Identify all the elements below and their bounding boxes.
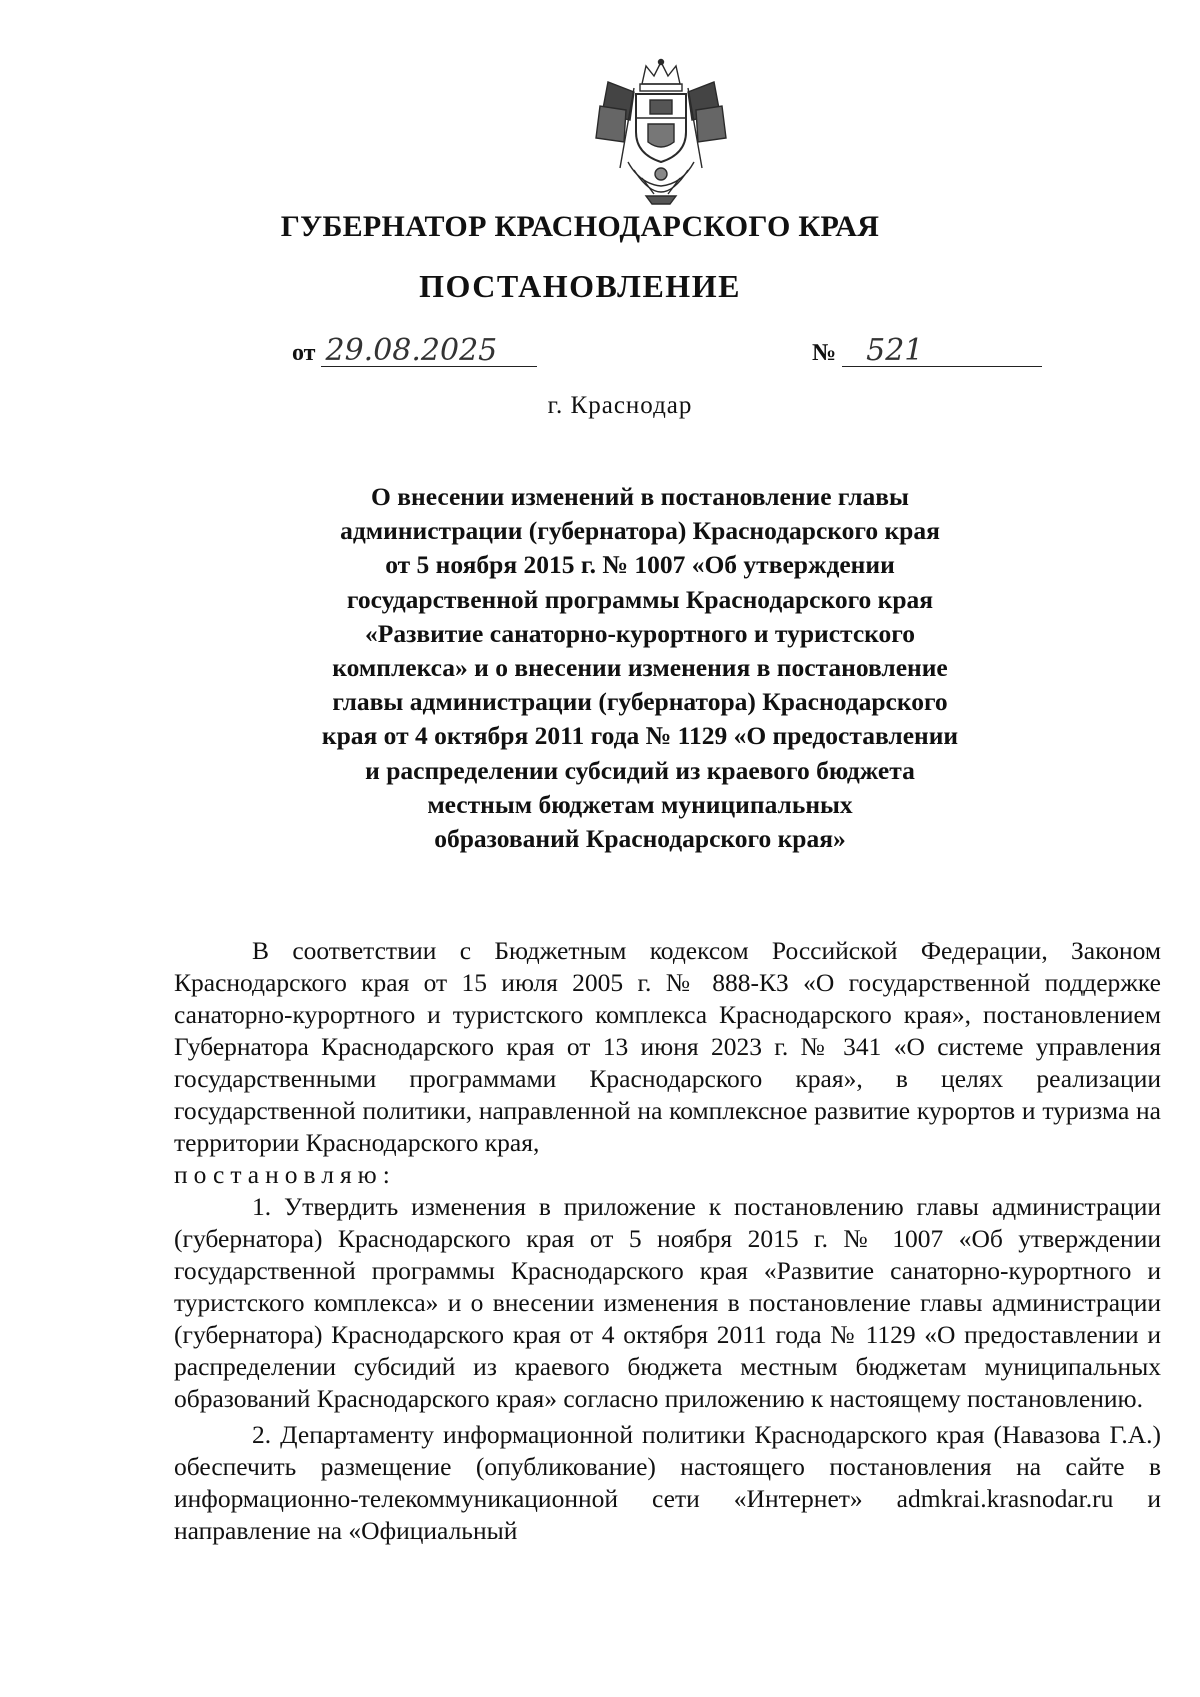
title-line: комплекса» и о внесении изменения в постановление <box>332 653 948 683</box>
date-value: 29.08.2025 <box>321 336 537 367</box>
title-line: местным бюджетам муниципальных <box>427 789 853 819</box>
city: г. Краснодар <box>547 392 693 419</box>
title-line: и распределении субсидий из краевого бюджета <box>365 755 915 785</box>
title-line: «Развитие санаторно-курортного и туристского <box>365 618 915 648</box>
preamble-paragraph: В соответствии с Бюджетным кодексом Российской Федерации, Законом Краснодарского края от 15 июля 2005 г. № 888-КЗ «О государственной поддержке санаторно-курортного и туристского комплекса Краснодарского края», постановлением Губернатора Краснодарского края от 13 июня 2023 г. № 341 «О системе управления государственными программами Краснодарского края», в целях реализации государственной политики, направленной на комплексное развитие курортов и туризма на территории Краснодарского края, <box>174 936 1161 1157</box>
number-prefix: № <box>812 340 837 366</box>
title-line: главы администрации (губернатора) Краснодарского <box>332 687 948 717</box>
number-value: 521 <box>842 336 1042 367</box>
document-type: ПОСТАНОВЛЕНИЕ <box>419 268 741 304</box>
document-body <box>174 935 1161 1547</box>
coat-of-arms-icon <box>590 58 732 206</box>
title-line: образований Краснодарского края» <box>434 824 846 854</box>
document-number <box>812 333 1042 368</box>
item-2-paragraph: 2. Департаменту информационной политики Краснодарского края (Навазова Г.А.) обеспечить размещение (опубликование) настоящего постановления на сайте в информационно-телекоммуникационной сети «Интернет» admkrai.krasnodar.ru и направление на «Официальный <box>174 1420 1161 1545</box>
issuing-authority: ГУБЕРНАТОР КРАСНОДАРСКОГО КРАЯ <box>280 210 880 243</box>
title-line: О внесении изменений в постановление главы <box>371 482 909 511</box>
title-line: от 5 ноября 2015 г. № 1007 «Об утверждении <box>385 550 895 580</box>
title-line: администрации (губернатора) Краснодарского края <box>340 516 940 546</box>
resolve-word: постановляю: <box>174 1160 396 1189</box>
document-title <box>280 480 1000 856</box>
title-line: государственной программы Краснодарского края <box>346 584 934 614</box>
date-prefix: от <box>292 340 316 366</box>
item-1-paragraph: 1. Утвердить изменения в приложение к постановлению главы администрации (губернатора) Краснодарского края от 5 ноября 2015 г. № 1007 «Об утверждении государственной программы Краснодарского края «Развитие санаторно-курортного и туристского комплекса» и о внесении изменения в постановление главы администрации (губернатора) Краснодарского края от 4 октября 2011 года № 1129 «О предоставлении и распределении субсидий из краевого бюджета местным бюджетам муниципальных образований Краснодарского края» согласно приложению к настоящему постановлению. <box>174 1192 1161 1413</box>
title-line: края от 4 октября 2011 года № 1129 «О предоставлении <box>321 721 959 751</box>
document-date <box>292 333 537 368</box>
